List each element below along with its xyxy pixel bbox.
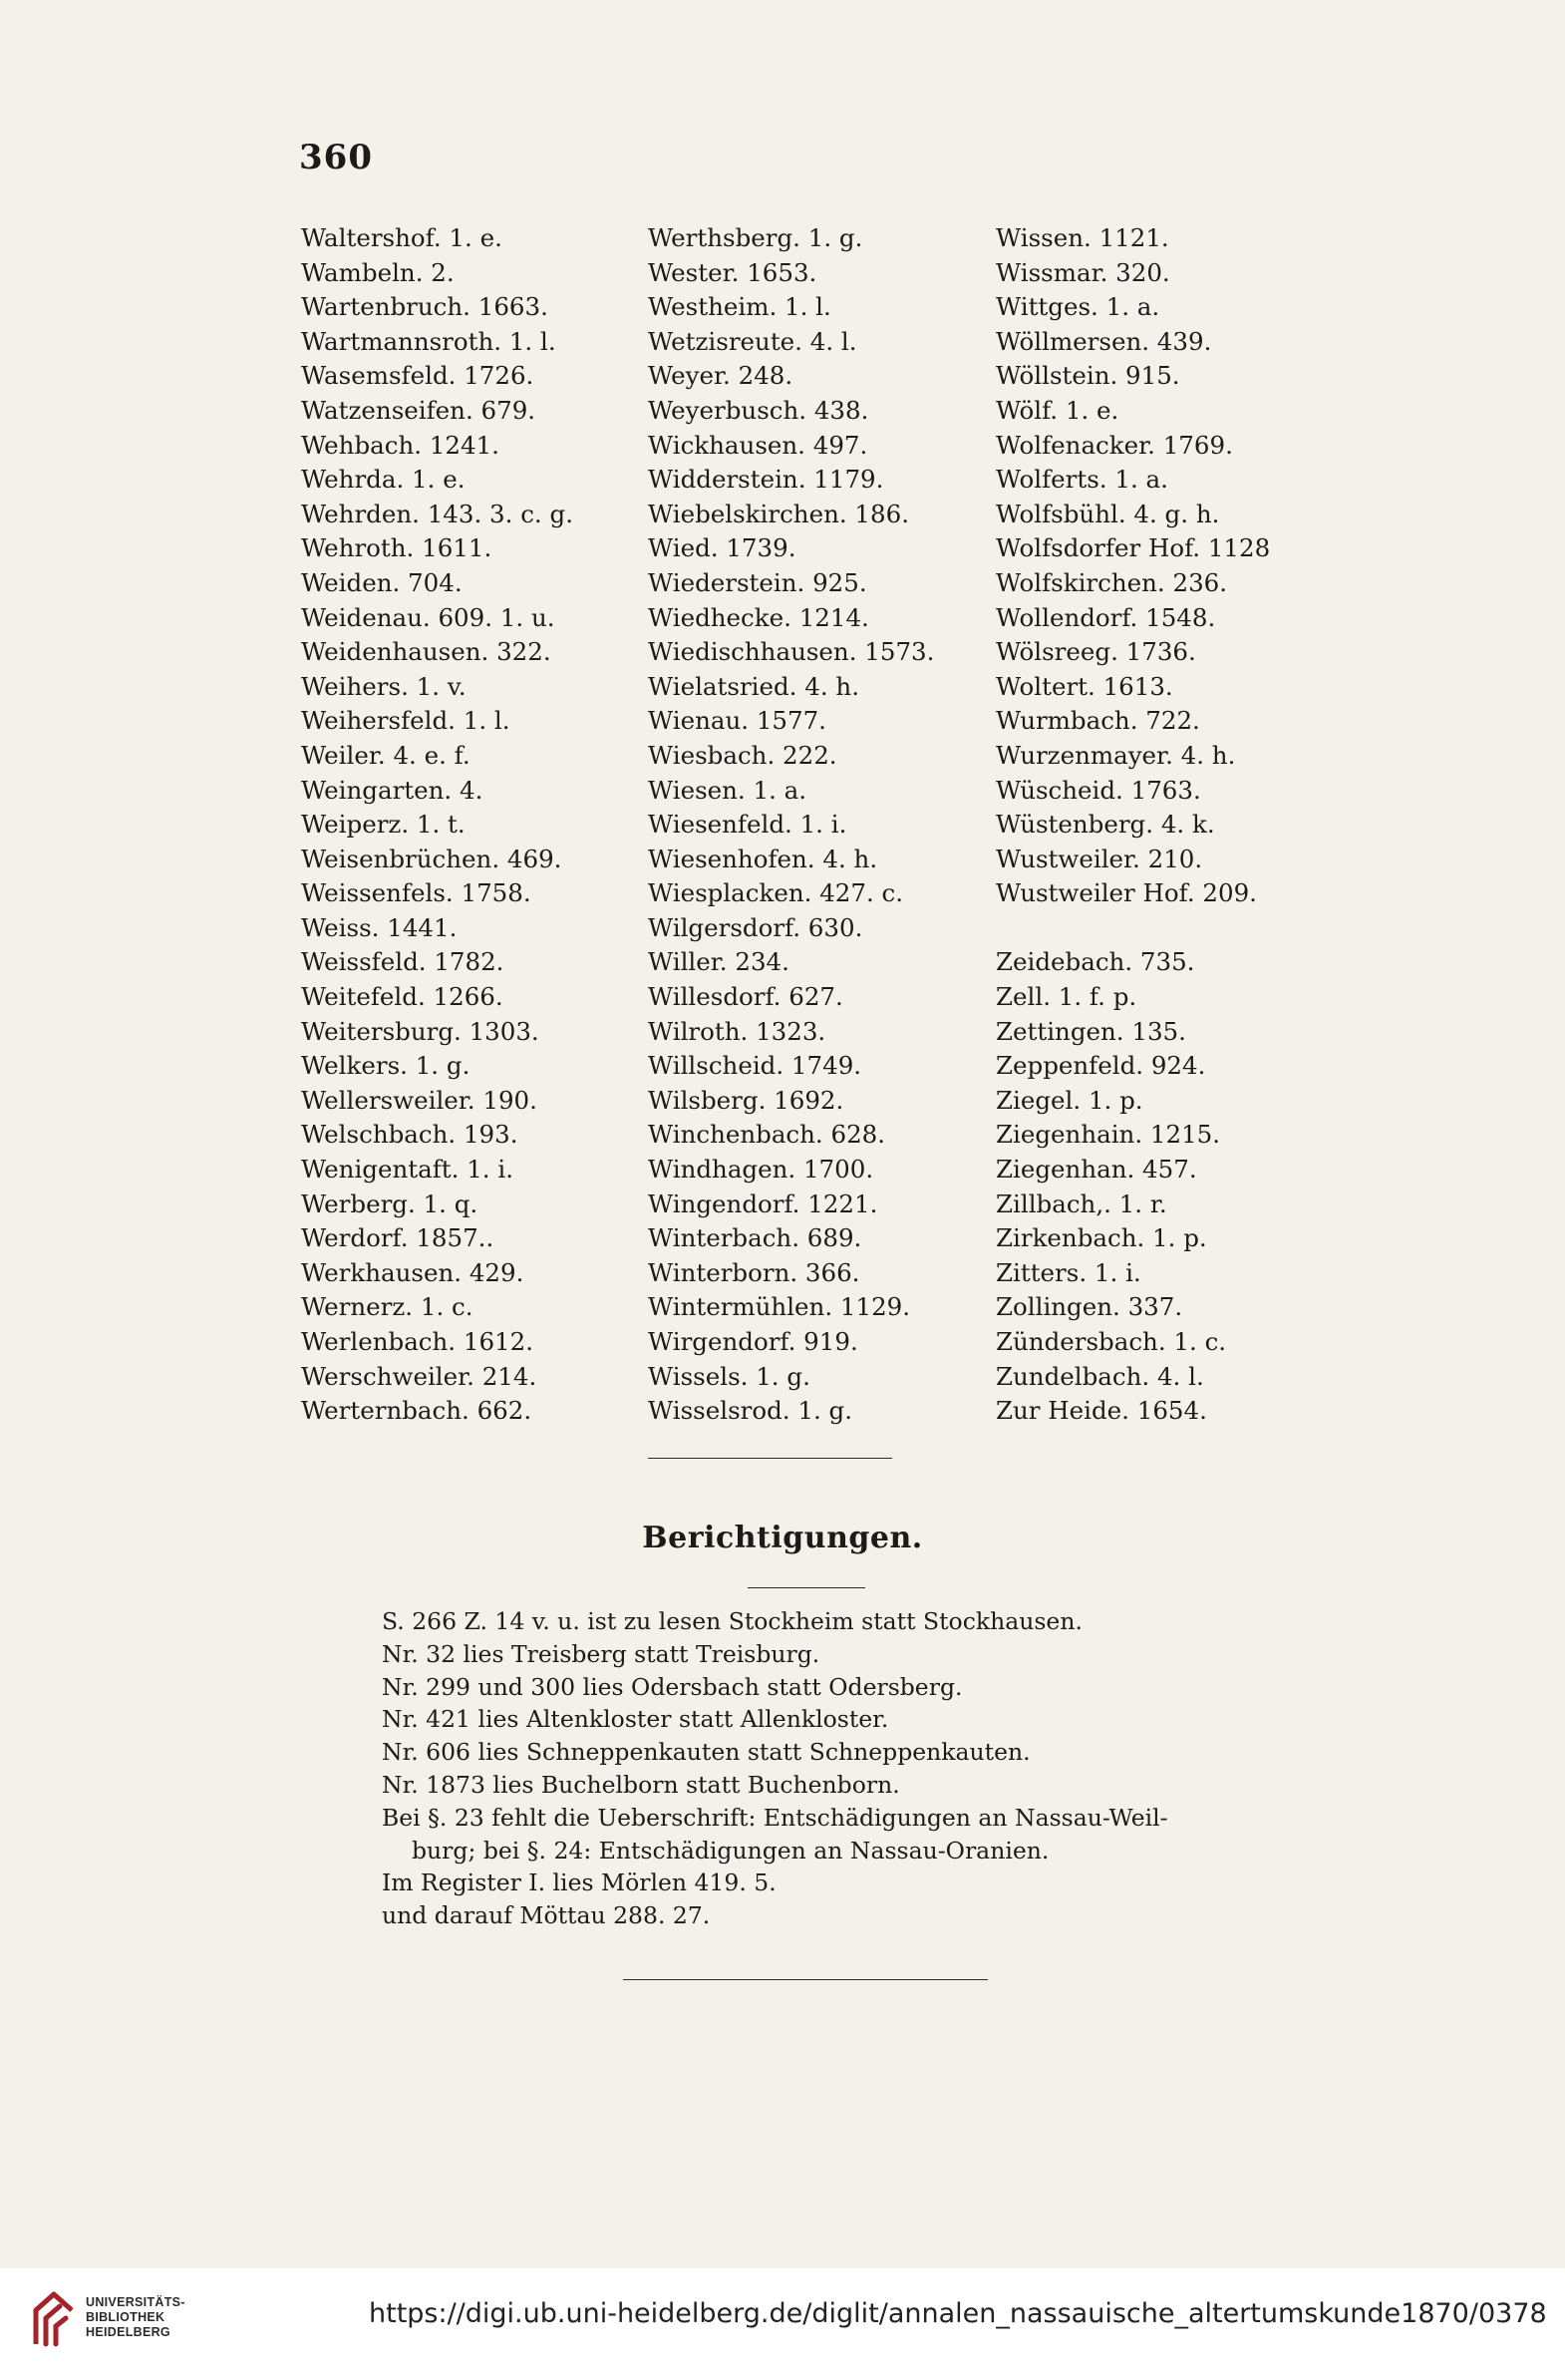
library-line-3: HEIDELBERG <box>86 2325 170 2339</box>
index-entry: Zitters. 1. i. <box>996 1257 1141 1287</box>
index-entry: Wickhausen. 497. <box>648 430 868 460</box>
index-entry: Weitefeld. 1266. <box>301 982 503 1012</box>
index-entry: Zundelbach. 4. l. <box>996 1361 1204 1391</box>
index-entry: Werberg. 1. q. <box>301 1189 478 1218</box>
index-entry: Wöllstein. 915. <box>996 361 1180 391</box>
index-entry: Wehbach. 1241. <box>301 430 499 460</box>
index-entry: Wintermühlen. 1129. <box>648 1292 911 1322</box>
index-entry: Wolfenacker. 1769. <box>996 430 1233 460</box>
section-divider <box>648 1458 892 1459</box>
index-entry: Weidenau. 609. 1. u. <box>301 602 555 632</box>
index-entry: Wetzisreute. 4. l. <box>648 326 857 356</box>
index-entry: Zirkenbach. 1. p. <box>996 1223 1207 1253</box>
index-entry: Wissels. 1. g. <box>648 1361 810 1391</box>
index-entry: Wiesplacken. 427. c. <box>648 878 904 908</box>
index-entry: Watzenseifen. 679. <box>301 395 536 425</box>
index-entry: Wartmannsroth. 1. l. <box>301 326 556 356</box>
correction-line: Bei §. 23 fehlt die Ueberschrift: Entschädigungen an Nassau-Weil- <box>382 1803 1168 1832</box>
index-entry <box>996 911 1270 946</box>
index-entry: Wiebelskirchen. 186. <box>648 499 909 528</box>
correction-line: Im Register I. lies Mörlen 419. 5. <box>382 1869 777 1897</box>
index-entry: Wiesenfeld. 1. i. <box>648 810 847 840</box>
footer-bar <box>0 2268 1565 2380</box>
index-entry: Weidenhausen. 322. <box>301 637 551 667</box>
index-entry: Westheim. 1. l. <box>648 292 831 322</box>
index-entry: Werkhausen. 429. <box>301 1257 524 1287</box>
correction-line: Nr. 32 lies Treisberg statt Treisburg. <box>382 1639 820 1668</box>
index-entry: Weitersburg. 1303. <box>301 1016 539 1046</box>
index-entry: Wollendorf. 1548. <box>996 602 1216 632</box>
index-entry: Wester. 1653. <box>648 257 817 287</box>
source-url[interactable]: https://digi.ub.uni-heidelberg.de/diglit/annalen_nassauische_altertumskunde1870/0378 <box>369 2298 1547 2329</box>
index-entry: Wasemsfeld. 1726. <box>301 361 534 391</box>
index-entry: Wambeln. 2. <box>301 257 455 287</box>
index-entry: Wurzenmayer. 4. h. <box>996 740 1236 770</box>
index-entry: Wissen. 1121. <box>996 223 1169 252</box>
index-entry: Zillbach,. 1. r. <box>996 1189 1167 1218</box>
index-entry: Ziegenhan. 457. <box>996 1155 1197 1185</box>
index-entry: Weisenbrüchen. 469. <box>301 844 562 873</box>
index-entry: Wissmar. 320. <box>996 257 1170 287</box>
index-entry: Zollingen. 337. <box>996 1292 1183 1322</box>
corrections-list <box>382 1605 1339 1932</box>
page-number: 360 <box>299 138 373 177</box>
index-entry: Wernerz. 1. c. <box>301 1292 473 1322</box>
index-entry: Wilroth. 1323. <box>648 1016 826 1046</box>
index-entry: Weiden. 704. <box>301 567 463 597</box>
index-entry: Zur Heide. 1654. <box>996 1396 1207 1426</box>
library-line-1: UNIVERSITÄTS- <box>86 2295 185 2309</box>
correction-line: S. 266 Z. 14 v. u. ist zu lesen Stockheim statt Stockhausen. <box>382 1607 1083 1635</box>
index-entry: Wölf. 1. e. <box>996 395 1119 425</box>
index-entry: Wartenbruch. 1663. <box>301 292 548 322</box>
index-column-3 <box>996 221 1270 1429</box>
index-entry: Widderstein. 1179. <box>648 465 884 495</box>
end-divider <box>623 1979 988 1980</box>
index-entry: Wölsreeg. 1736. <box>996 637 1196 667</box>
index-column-1 <box>301 221 573 1429</box>
index-entry: Wurmbach. 722. <box>996 706 1200 736</box>
index-entry: Wied. 1739. <box>648 533 796 563</box>
index-entry: Wolfsdorfer Hof. 1128 <box>996 533 1271 563</box>
index-entry: Wielatsried. 4. h. <box>648 671 859 701</box>
index-entry: Wustweiler Hof. 209. <box>996 878 1257 908</box>
library-logo-icon <box>30 2288 78 2348</box>
index-entry: Wehrda. 1. e. <box>301 465 466 495</box>
index-entry: Wehroth. 1611. <box>301 533 492 563</box>
index-entry: Weissenfels. 1758. <box>301 878 531 908</box>
index-entry: Wilgersdorf. 630. <box>648 912 863 942</box>
index-entry: Wustweiler. 210. <box>996 844 1203 873</box>
index-entry: Weihers. 1. v. <box>301 671 467 701</box>
library-line-2: BIBLIOTHEK <box>86 2310 165 2324</box>
index-entry: Weiperz. 1. t. <box>301 810 466 840</box>
index-entry: Weiss. 1441. <box>301 912 458 942</box>
index-entry: Willer. 234. <box>648 947 789 977</box>
index-entry: Ziegel. 1. p. <box>996 1085 1143 1115</box>
index-entry: Willscheid. 1749. <box>648 1051 862 1081</box>
index-entry: Winchenbach. 628. <box>648 1120 886 1150</box>
index-entry: Windhagen. 1700. <box>648 1155 874 1185</box>
correction-line: Nr. 1873 lies Buchelborn statt Buchenborn. <box>382 1770 900 1799</box>
index-column-2 <box>648 221 934 1429</box>
index-entry: Willesdorf. 627. <box>648 982 843 1012</box>
index-entry: Zettingen. 135. <box>996 1016 1186 1046</box>
index-entry: Werdorf. 1857.. <box>301 1223 494 1253</box>
correction-line: Nr. 299 und 300 lies Odersbach statt Odersberg. <box>382 1672 963 1701</box>
index-entry: Weissfeld. 1782. <box>301 947 504 977</box>
index-entry: Zeppenfeld. 924. <box>996 1051 1206 1081</box>
section-title: Berichtigungen. <box>642 1521 923 1555</box>
index-entry: Waltershof. 1. e. <box>301 223 502 252</box>
index-entry: Wöllmersen. 439. <box>996 326 1212 356</box>
title-underline <box>748 1587 865 1588</box>
index-entry: Wüstenberg. 4. k. <box>996 810 1215 840</box>
index-entry: Werlenbach. 1612. <box>301 1327 534 1356</box>
index-entry: Zündersbach. 1. c. <box>996 1327 1227 1356</box>
index-entry: Wiedhecke. 1214. <box>648 602 869 632</box>
index-entry: Wellersweiler. 190. <box>301 1085 537 1115</box>
index-entry: Werternbach. 662. <box>301 1396 532 1426</box>
correction-line: Nr. 421 lies Altenkloster statt Allenkloster. <box>382 1705 889 1734</box>
index-entry: Zeidebach. 735. <box>996 947 1195 977</box>
index-entry: Wisselsrod. 1. g. <box>648 1396 852 1426</box>
index-entry: Weihersfeld. 1. l. <box>301 706 510 736</box>
index-entry: Wirgendorf. 919. <box>648 1327 858 1356</box>
index-entry: Werschweiler. 214. <box>301 1361 537 1391</box>
index-entry: Weiler. 4. e. f. <box>301 740 470 770</box>
index-entry: Wilsberg. 1692. <box>648 1085 844 1115</box>
index-entry: Wiesbach. 222. <box>648 740 837 770</box>
index-entry: Weingarten. 4. <box>301 775 483 805</box>
index-entry: Welkers. 1. g. <box>301 1051 470 1081</box>
index-entry: Weyerbusch. 438. <box>648 395 869 425</box>
index-entry: Wingendorf. 1221. <box>648 1189 878 1218</box>
index-entry: Wiesen. 1. a. <box>648 775 807 805</box>
index-entry: Wiederstein. 925. <box>648 567 867 597</box>
index-entry: Woltert. 1613. <box>996 671 1173 701</box>
index-entry: Wenigentaft. 1. i. <box>301 1155 513 1185</box>
index-entry: Welschbach. 193. <box>301 1120 518 1150</box>
index-entry: Wolferts. 1. a. <box>996 465 1168 495</box>
index-entry: Wittges. 1. a. <box>996 292 1160 322</box>
index-entry: Zell. 1. f. p. <box>996 982 1137 1012</box>
index-entry: Wehrden. 143. 3. c. g. <box>301 499 573 528</box>
correction-line: burg; bei §. 24: Entschädigungen an Nassau-Oranien. <box>412 1836 1050 1865</box>
correction-line: Nr. 606 lies Schneppenkauten statt Schneppenkauten. <box>382 1738 1031 1767</box>
index-entry: Wüscheid. 1763. <box>996 775 1201 805</box>
index-entry: Wolfskirchen. 236. <box>996 567 1228 597</box>
index-entry: Wienau. 1577. <box>648 706 826 736</box>
index-entry: Ziegenhain. 1215. <box>996 1120 1221 1150</box>
library-name <box>86 2295 185 2340</box>
index-entry: Werthsberg. 1. g. <box>648 223 863 252</box>
correction-line: und darauf Möttau 288. 27. <box>382 1901 711 1930</box>
index-entry: Winterborn. 366. <box>648 1257 860 1287</box>
index-entry: Wolfsbühl. 4. g. h. <box>996 499 1220 528</box>
index-entry: Winterbach. 689. <box>648 1223 862 1253</box>
index-entry: Wiesenhofen. 4. h. <box>648 844 878 873</box>
index-entry: Weyer. 248. <box>648 361 793 391</box>
index-entry: Wiedischhausen. 1573. <box>648 637 935 667</box>
